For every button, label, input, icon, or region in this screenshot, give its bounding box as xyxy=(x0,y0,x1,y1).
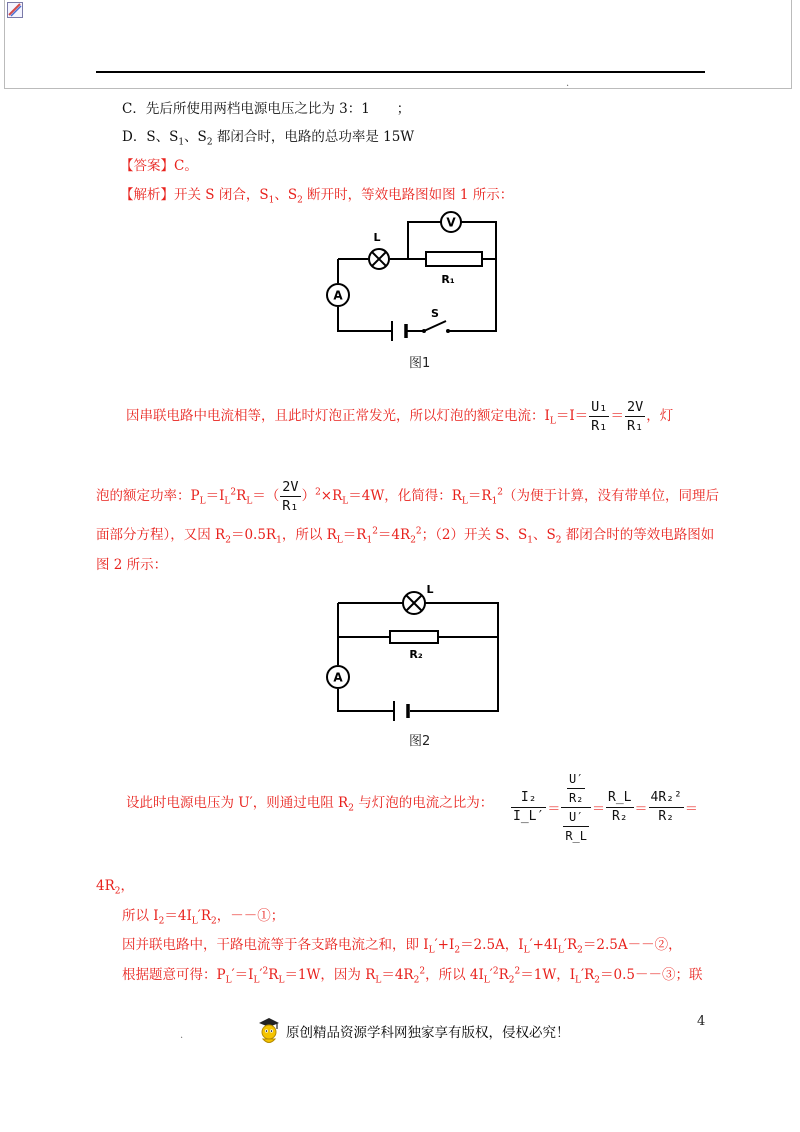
page-number: 4 xyxy=(697,1014,706,1029)
fraction-u1-r1: $\frac{\text{U₁}}{\text{R₁}}$ xyxy=(591,399,608,434)
analysis-line-2: 因串联电路中电流相等，且此时灯泡正常发光，所以灯泡的额定电流：$I_L=I=$ $\frac{\text{U₁}}{\text{R₁}}$ ＝ $\frac{2V}{\text{R₁}}$ ，灯 xyxy=(126,399,674,434)
header-rule xyxy=(96,71,705,73)
answer-label: 【答案】 xyxy=(120,158,174,174)
figure-1-caption: 图1 xyxy=(409,356,431,371)
header-frame xyxy=(4,0,792,89)
voltmeter xyxy=(441,212,461,232)
analysis-line-6: 设此时电源电压为 U′，则通过电阻 $R_2$ 与灯泡的电流之比为： xyxy=(126,795,494,814)
analysis-label: 【解析】 xyxy=(120,187,174,203)
image-placeholder-icon xyxy=(7,2,23,18)
analysis-line-3: 泡的额定功率：$P_L=I_L^2R_L=$（ $\frac{2V}{\text{R₁}}$ ）$^2\times R_L=4W$，化简得：$R_L=R_1^2$（为便于计算，没有带单位，同理后 xyxy=(96,479,720,514)
battery xyxy=(392,321,406,341)
fraction-i2-il: $\frac{\text{I₂}}{I\_L'}$ xyxy=(513,790,545,824)
figure-2-caption: 图2 xyxy=(409,734,431,749)
analysis-line-1: 【解析】开关 S 闭合，$S_1$、$S_2$ 断开时，等效电路图如图 1 所示： xyxy=(120,187,514,206)
analysis-line-4: 面部分方程），又因 $R_2=0.5R_1$，所以 $R_L=R_1^2=4R_2^2$；（2）开关 S、$S_1$、$S_2$ 都闭合时的等效电路图如 xyxy=(96,526,715,546)
lamp xyxy=(369,231,389,269)
fraction-4r2sq-r2: $\frac{\text{4R₂²}}{\text{R₂}}$ xyxy=(650,790,682,824)
current-ratio-equation: $\frac{\text{I₂}}{I\_L'}$ ＝ $\frac{\frac{U'}{\text{R₂}}}{\frac{U'}{R\_L}}$ ＝ $\frac{R\_L}{\text{R₂}}$ ＝ $\frac{\text{4R₂²}}{\text{R₂}}$ ＝ xyxy=(513,772,698,843)
svg-text:A: A xyxy=(333,288,343,303)
fraction-rl-r2: $\frac{R\_L}{\text{R₂}}$ xyxy=(608,790,632,824)
fraction-2v-r1: $\frac{2V}{\text{R₁}}$ xyxy=(626,399,644,434)
battery xyxy=(394,701,408,721)
answer-value: C。 xyxy=(174,158,198,174)
svg-text:L: L xyxy=(426,585,434,596)
footer-dot: . xyxy=(180,1030,184,1041)
analysis-line-9: 因并联电路中，干路电流等于各支路电流之和，即 $I_L'+I_2=2.5A$，$I_L'+4I_L'R_2=2.5A--②$， xyxy=(122,937,682,956)
copyright-notice: 原创精品资源学科网独家享有版权，侵权必究！ xyxy=(286,1025,570,1041)
fraction-nested: $\frac{\frac{U'}{\text{R₂}}}{\frac{U'}{R\_L}}$ xyxy=(561,770,591,845)
svg-text:A: A xyxy=(333,670,343,685)
analysis-line-8: 所以 $I_2=4I_L'R_2$，－－①； xyxy=(122,908,285,927)
analysis-line-7: $4R_2$， xyxy=(96,878,134,897)
svg-text:V: V xyxy=(446,215,456,230)
analysis-line-5: 图 2 所示： xyxy=(96,557,168,573)
svg-text:R₂: R₂ xyxy=(409,648,423,661)
circuit-figure-2 xyxy=(320,585,520,725)
resistor xyxy=(390,631,438,661)
svg-text:R₁: R₁ xyxy=(441,273,455,286)
mascot-logo-icon xyxy=(256,1016,282,1046)
svg-text:L: L xyxy=(373,231,381,244)
footer xyxy=(256,1016,570,1046)
lamp xyxy=(403,585,434,614)
circuit-figure-1 xyxy=(320,205,520,345)
option-c: C．先后所使用两档电源电压之比为 3：1 ； xyxy=(122,101,411,117)
analysis-line-10: 根据题意可得：$P_L'=I_L'^2R_L=1W$，因为 $R_L=4R_2^2$，所以 $4I_L'^2R_2^2=1W$，$I_L'R_2=0.5--③$；联 xyxy=(122,966,703,986)
option-d: D．S、$S_1$、$S_2$ 都闭合时，电路的总功率是 15W xyxy=(122,129,415,148)
svg-text:S: S xyxy=(431,307,439,320)
ammeter xyxy=(327,284,349,306)
ammeter xyxy=(327,666,349,688)
resistor xyxy=(426,252,482,286)
fraction-2v-r1-power: $\frac{2V}{\text{R₁}}$ xyxy=(282,479,299,514)
answer-line xyxy=(120,156,198,176)
header-dot: . xyxy=(566,78,570,89)
